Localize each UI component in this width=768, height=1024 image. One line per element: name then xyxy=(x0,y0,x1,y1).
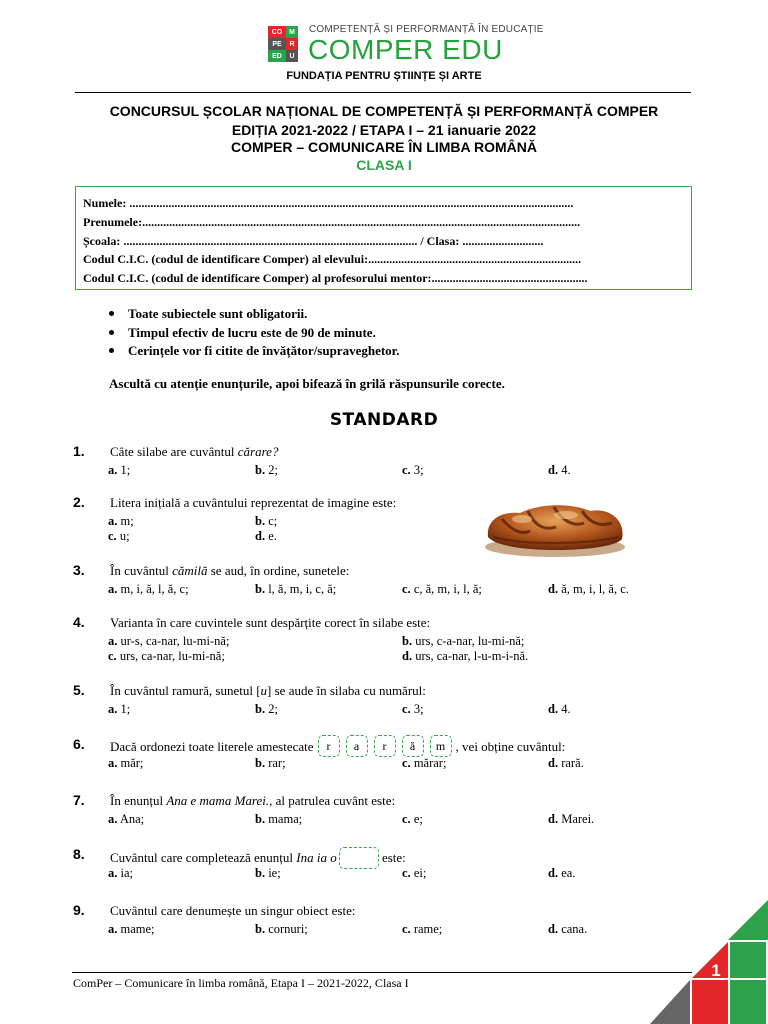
option-letter: c. xyxy=(402,922,411,936)
question-number: 8. xyxy=(73,846,85,862)
option-text: urs, ca-nar, l-u-m-i-nă. xyxy=(415,649,529,663)
question-emphasis: Ana e mama Marei. xyxy=(166,793,270,808)
option-text: mărar; xyxy=(413,756,447,770)
option-letter: c. xyxy=(402,812,411,826)
bread-image xyxy=(482,497,628,559)
logo-cell: M xyxy=(286,26,298,38)
logo-cell: CO xyxy=(268,26,286,38)
answer-option-a[interactable] xyxy=(108,463,130,478)
question-stem-end: , vei obține cuvântul: xyxy=(455,739,566,754)
question-text xyxy=(110,495,396,511)
answer-option-d[interactable] xyxy=(548,756,584,771)
question-text xyxy=(110,563,349,579)
option-letter: b. xyxy=(255,922,266,936)
answer-option-a[interactable] xyxy=(108,812,144,827)
option-letter: c. xyxy=(402,756,411,770)
answer-option-c[interactable] xyxy=(108,529,130,544)
option-letter: a. xyxy=(108,582,118,596)
question-number: 2. xyxy=(73,494,85,510)
option-text: c; xyxy=(268,514,278,528)
answer-option-a[interactable] xyxy=(108,582,189,597)
mentor-code-field[interactable]: Codul C.I.C. (codul de identificare Comper) al profesorului mentor:.................................................... xyxy=(83,271,588,285)
brand-name: COMPER EDU xyxy=(308,34,503,65)
option-text: c, ă, m, i, l, ă; xyxy=(413,582,482,596)
student-code-field[interactable]: Codul C.I.C. (codul de identificare Comper) al elevului:....................................................................... xyxy=(83,252,582,266)
option-text: ea. xyxy=(561,866,576,880)
option-text: ia; xyxy=(120,866,133,880)
option-letter: b. xyxy=(255,756,266,770)
answer-option-b[interactable] xyxy=(402,634,524,649)
rule-item xyxy=(128,306,307,322)
question-emphasis: Ina ia o xyxy=(296,850,337,865)
answer-option-d[interactable] xyxy=(548,582,629,597)
option-text: ă, m, i, l, ă, c. xyxy=(561,582,629,596)
option-letter: d. xyxy=(255,529,266,543)
option-letter: a. xyxy=(108,514,118,528)
option-letter: d. xyxy=(402,649,413,663)
answer-option-a[interactable] xyxy=(108,634,229,649)
answer-option-b[interactable] xyxy=(255,582,336,597)
option-text: urs, ca-nar, lu-mi-nă; xyxy=(119,649,225,663)
option-letter: c. xyxy=(402,463,411,477)
letter-tile: ă xyxy=(402,735,424,757)
option-text: m, i, ă, l, ă, c; xyxy=(120,582,189,596)
question-stem-end: se aud, în ordine, sunetele: xyxy=(207,563,350,578)
question-stem-end: , al patrulea cuvânt este: xyxy=(269,793,396,808)
option-text: cornuri; xyxy=(268,922,308,936)
question-number: 5. xyxy=(73,682,85,698)
option-text: rar; xyxy=(268,756,286,770)
option-text: 3; xyxy=(413,702,424,716)
answer-option-c[interactable] xyxy=(402,463,424,478)
question-stem-end: ] se aude în silaba cu numărul: xyxy=(267,683,426,698)
option-text: rară. xyxy=(561,756,584,770)
answer-option-d[interactable] xyxy=(548,922,587,937)
option-letter: c. xyxy=(108,649,117,663)
option-letter: b. xyxy=(255,582,266,596)
option-letter: b. xyxy=(255,702,266,716)
option-text: cana. xyxy=(561,922,588,936)
option-letter: b. xyxy=(402,634,413,648)
question-stem: Varianta în care cuvintele sunt despărțite corect în silabe este: xyxy=(110,615,431,630)
footer-text: ComPer – Comunicare în limba română, Etapa I – 2021-2022, Clasa I xyxy=(73,976,409,990)
option-text: mame; xyxy=(120,922,155,936)
option-text: 2; xyxy=(268,702,278,716)
option-letter: d. xyxy=(548,812,559,826)
option-text: Ana; xyxy=(119,812,145,826)
option-text: l, ă, m, i, c, ă; xyxy=(268,582,337,596)
answer-option-b[interactable] xyxy=(255,812,302,827)
option-text: 4. xyxy=(561,463,571,477)
rule-item xyxy=(128,343,400,359)
scrambled-letters xyxy=(314,737,456,755)
answer-option-b[interactable] xyxy=(255,756,286,771)
answer-option-c[interactable] xyxy=(402,702,424,717)
answer-option-c[interactable] xyxy=(402,582,482,597)
answer-option-b[interactable] xyxy=(255,463,278,478)
rule-text: Timpul efectiv de lucru este de 90 de minute. xyxy=(128,325,376,340)
question-text xyxy=(110,444,278,460)
section-title: STANDARD xyxy=(329,410,439,430)
letter-tile: m xyxy=(430,735,452,757)
option-text: e. xyxy=(268,529,277,543)
name-field[interactable]: Numele: .................................................................................................................................................... xyxy=(83,196,574,210)
subject-title: COMPER – COMUNICARE ÎN LIMBA ROMÂNĂ xyxy=(231,139,537,155)
question-emphasis: cămilă xyxy=(172,563,208,578)
option-text: urs, c-a-nar, lu-mi-nă; xyxy=(415,634,525,648)
class-title: CLASA I xyxy=(356,157,412,173)
option-text: Marei. xyxy=(561,812,595,826)
answer-blank xyxy=(339,847,379,869)
option-text: 1; xyxy=(120,463,131,477)
question-stem: Câte silabe are cuvântul xyxy=(110,444,238,459)
question-text xyxy=(110,737,565,755)
option-text: u; xyxy=(119,529,130,543)
answer-option-a[interactable] xyxy=(108,866,133,881)
answer-option-c[interactable] xyxy=(402,812,423,827)
instruction-text: Ascultă cu atenție enunțurile, apoi bifează în grilă răspunsurile corecte. xyxy=(109,376,505,391)
student-info-box xyxy=(75,186,692,290)
question-emphasis: u xyxy=(260,683,268,698)
answer-option-b[interactable] xyxy=(255,702,278,717)
rule-text: Toate subiectele sunt obligatorii. xyxy=(128,306,308,321)
option-letter: c. xyxy=(402,866,411,880)
answer-option-d[interactable] xyxy=(548,702,571,717)
option-text: e; xyxy=(413,812,423,826)
corner-decoration xyxy=(640,900,768,1024)
answer-option-c[interactable] xyxy=(108,649,225,664)
answer-option-a[interactable] xyxy=(108,514,134,529)
option-text: rame; xyxy=(413,922,443,936)
option-letter: b. xyxy=(255,866,266,880)
question-stem-end: este: xyxy=(378,850,406,865)
option-letter: b. xyxy=(255,812,266,826)
answer-option-b[interactable] xyxy=(255,922,308,937)
logo-cell: U xyxy=(286,50,298,62)
letter-tile: r xyxy=(374,735,396,757)
question-number: 3. xyxy=(73,562,85,578)
option-letter: d. xyxy=(548,922,559,936)
option-letter: c. xyxy=(108,529,117,543)
rule-item xyxy=(128,325,376,341)
question-number: 6. xyxy=(73,736,85,752)
option-letter: d. xyxy=(548,582,559,596)
answer-option-d[interactable] xyxy=(548,812,594,827)
option-letter: d. xyxy=(548,702,559,716)
option-letter: b. xyxy=(255,514,266,528)
answer-option-a[interactable] xyxy=(108,702,130,717)
question-stem: În enunțul xyxy=(110,793,167,808)
answer-option-d[interactable] xyxy=(548,463,571,478)
question-stem: Litera inițială a cuvântului reprezentat de imagine este: xyxy=(110,495,397,510)
question-stem: În cuvântul xyxy=(110,563,173,578)
answer-option-c[interactable] xyxy=(402,866,426,881)
answer-option-d[interactable] xyxy=(255,529,277,544)
question-stem: Cuvântul care completează enunțul xyxy=(110,850,297,865)
option-text: ie; xyxy=(268,866,281,880)
option-text: mama; xyxy=(268,812,303,826)
question-emphasis: cărare? xyxy=(237,444,279,459)
option-text: ei; xyxy=(413,866,427,880)
option-text: 2; xyxy=(268,463,278,477)
question-text xyxy=(110,615,430,631)
letter-tile: r xyxy=(318,735,340,757)
option-text: 4. xyxy=(561,702,571,716)
answer-option-a[interactable] xyxy=(108,756,143,771)
question-number: 7. xyxy=(73,792,85,808)
option-letter: a. xyxy=(108,866,118,880)
answer-option-b[interactable] xyxy=(255,514,277,529)
logo-cell: ED xyxy=(268,50,286,62)
question-number: 9. xyxy=(73,902,85,918)
option-letter: d. xyxy=(548,463,559,477)
option-letter: a. xyxy=(108,702,118,716)
logo xyxy=(268,26,304,62)
answer-option-d[interactable] xyxy=(402,649,528,664)
option-letter: a. xyxy=(108,463,118,477)
option-letter: d. xyxy=(548,756,559,770)
option-letter: c. xyxy=(402,582,411,596)
question-stem: Dacă ordonezi toate literele amestecate xyxy=(110,739,314,754)
option-letter: d. xyxy=(548,866,559,880)
answer-option-c[interactable] xyxy=(402,922,442,937)
option-letter: b. xyxy=(255,463,266,477)
answer-option-a[interactable] xyxy=(108,922,155,937)
question-text xyxy=(110,903,355,919)
question-text xyxy=(110,683,426,699)
question-stem: În cuvântul ramură, sunetul [ xyxy=(110,683,261,698)
option-text: ur-s, ca-nar, lu-mi-nă; xyxy=(120,634,230,648)
edition-title: EDIȚIA 2021-2022 / ETAPA I – 21 ianuarie 2022 xyxy=(231,122,537,138)
question-text xyxy=(110,793,395,809)
brand-tagline: COMPETENȚĂ ȘI PERFORMANȚĂ ÎN EDUCAȚIE xyxy=(309,24,544,35)
option-letter: a. xyxy=(108,922,118,936)
letter-tile: a xyxy=(346,735,368,757)
surname-field[interactable]: Prenumele:.................................................................................................................................................. xyxy=(83,215,581,229)
answer-option-d[interactable] xyxy=(548,866,575,881)
option-letter: a. xyxy=(108,634,118,648)
school-class-field[interactable]: Școala: .................................................................................................. / Clasa: ........................... xyxy=(83,234,544,248)
answer-option-c[interactable] xyxy=(402,756,446,771)
rule-text: Cerințele vor fi citite de învățător/supraveghetor. xyxy=(128,343,400,358)
page-number: 1 xyxy=(711,961,721,980)
question-stem: Cuvântul care denumește un singur obiect este: xyxy=(110,903,356,918)
footer-divider xyxy=(72,972,692,973)
logo-cell: PE xyxy=(268,38,286,50)
logo-cell: R xyxy=(286,38,298,50)
option-text: 1; xyxy=(120,702,131,716)
option-letter: a. xyxy=(108,756,118,770)
option-text: măr; xyxy=(120,756,144,770)
option-letter: c. xyxy=(402,702,411,716)
option-text: m; xyxy=(120,514,134,528)
foundation-name: FUNDAȚIA PENTRU ȘTIINȚE ȘI ARTE xyxy=(286,70,482,82)
option-text: 3; xyxy=(413,463,424,477)
question-number: 1. xyxy=(73,443,85,459)
header-divider xyxy=(75,92,691,93)
option-letter: a. xyxy=(108,812,118,826)
question-number: 4. xyxy=(73,614,85,630)
contest-title: CONCURSUL ȘCOLAR NAȚIONAL DE COMPETENȚĂ ȘI PERFORMANȚĂ COMPER xyxy=(109,103,659,119)
answer-option-b[interactable] xyxy=(255,866,281,881)
